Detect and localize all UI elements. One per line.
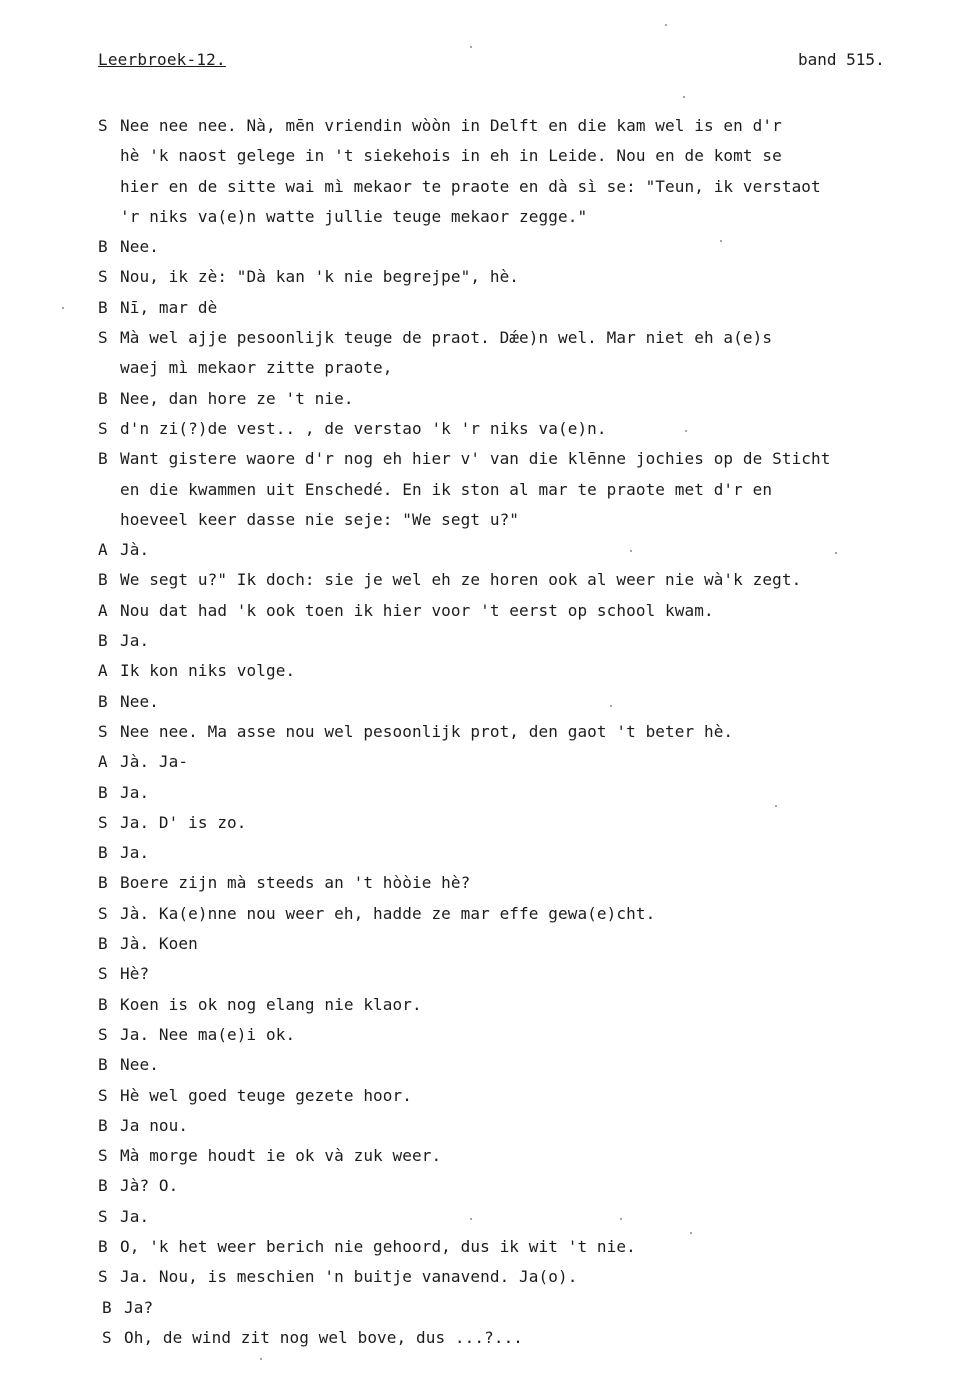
transcript-line	[98, 747, 898, 777]
transcript-line	[98, 959, 898, 989]
utterance-text: en die kwammen uit Enschedé. En ik ston al mar te praote met d'r en	[120, 479, 773, 499]
speaker-label: S	[98, 721, 108, 741]
utterance-text: We segt u?" Ik doch: sie je wel eh ze horen ook al weer nie wà'k zegt.	[120, 570, 802, 590]
transcript-line	[98, 1323, 898, 1353]
utterance-text: Boere zijn mà steeds an 't hòòie hè?	[120, 873, 471, 893]
transcript-line	[98, 687, 898, 717]
speaker-label: A	[98, 661, 108, 681]
transcript-line	[98, 414, 898, 444]
speaker-label: S	[98, 903, 108, 923]
utterance-text: Ik kon niks volge.	[120, 661, 296, 681]
transcript-line	[98, 384, 898, 414]
transcript-line	[98, 899, 898, 929]
speaker-label: B	[98, 691, 108, 711]
transcript-line	[98, 232, 898, 262]
utterance-text: Nī, mar dè	[120, 297, 218, 317]
speaker-label: B	[98, 570, 108, 590]
speaker-label: S	[98, 1085, 108, 1105]
paper-speck	[470, 1218, 472, 1220]
transcript-line	[98, 293, 898, 323]
speaker-label: B	[98, 1236, 108, 1256]
utterance-text: Nee nee nee. Nà, mēn vriendin wòòn in Delft en die kam wel is en d'r	[120, 116, 782, 135]
utterance-text: Ja.	[120, 631, 150, 651]
transcript-line	[98, 808, 898, 838]
transcript-line	[98, 1141, 898, 1171]
utterance-text: hoeveel keer dasse nie seje: "We segt u?"	[120, 509, 520, 529]
transcript-line	[98, 656, 898, 686]
utterance-text: Ja.	[120, 843, 150, 863]
utterance-text: Nee.	[120, 1055, 159, 1075]
speaker-label: B	[98, 1115, 108, 1135]
speaker-label: S	[98, 267, 108, 287]
speaker-label: S	[98, 1146, 108, 1166]
transcript-line	[98, 838, 898, 868]
paper-speck	[685, 430, 687, 432]
transcript-line	[98, 626, 898, 656]
transcript-line	[98, 475, 898, 505]
transcript-line	[98, 1081, 898, 1111]
speaker-label: B	[98, 994, 108, 1014]
speaker-label: S	[98, 328, 108, 348]
utterance-text: Mà wel ajje pesoonlijk teuge de praot. Dǽe)n wel. Mar niet eh a(e)s	[120, 328, 773, 348]
transcript-line	[98, 778, 898, 808]
speaker-label: B	[98, 1055, 108, 1075]
speaker-label: S	[98, 1206, 108, 1226]
transcript-body	[98, 111, 898, 1353]
speaker-label: S	[98, 418, 108, 438]
speaker-label: A	[98, 540, 108, 560]
speaker-label: B	[98, 782, 108, 802]
speaker-label: B	[98, 449, 108, 469]
transcript-line	[98, 868, 898, 898]
transcript-line	[98, 1171, 898, 1201]
utterance-text: Nou, ik zè: "Dà kan 'k nie begrejpe", hè.	[120, 267, 520, 287]
speaker-label: S	[98, 812, 108, 832]
paper-speck	[775, 805, 777, 807]
paper-speck	[62, 307, 64, 309]
transcript-line	[98, 444, 898, 474]
transcript-line	[98, 1111, 898, 1141]
paper-speck	[630, 550, 632, 552]
utterance-text: Nee, dan hore ze 't nie.	[120, 388, 354, 408]
utterance-text: Ja. Nou, is meschien 'n buitje vanavend. Ja(o).	[120, 1267, 578, 1287]
transcript-line	[98, 1050, 898, 1080]
transcript-line	[98, 1202, 898, 1232]
utterance-text: Ja nou.	[120, 1115, 189, 1135]
transcript-line	[98, 535, 898, 565]
transcript-line	[98, 596, 898, 626]
transcript-line	[98, 717, 898, 747]
utterance-text: Nee.	[120, 237, 159, 257]
speaker-label: B	[98, 1176, 108, 1196]
utterance-text: waej mì mekaor zitte praote,	[120, 358, 393, 378]
utterance-text: Ja.	[120, 1206, 150, 1226]
paper-speck	[665, 24, 667, 26]
speaker-label: A	[98, 752, 108, 772]
utterance-text: Ja?	[124, 1297, 154, 1317]
paper-speck	[720, 240, 722, 242]
speaker-label: B	[98, 843, 108, 863]
utterance-text: Nou dat had 'k ook toen ik hier voor 't eerst op school kwam.	[120, 600, 714, 620]
speaker-label: B	[98, 873, 108, 893]
paper-speck	[610, 705, 612, 707]
transcript-line	[98, 1293, 898, 1323]
transcript-line	[98, 141, 898, 171]
utterance-text: Oh, de wind zit nog wel bove, dus ...?...	[124, 1327, 524, 1347]
utterance-text: Jà? O.	[120, 1176, 179, 1196]
utterance-text: Mà morge houdt ie ok và zuk weer.	[120, 1146, 442, 1166]
speaker-label: A	[98, 600, 108, 620]
band-number: band 515.	[798, 50, 885, 69]
utterance-text: Nee nee. Ma asse nou wel pesoonlijk prot, den gaot 't beter hè.	[120, 721, 734, 741]
transcript-line	[98, 990, 898, 1020]
speaker-label: S	[98, 116, 108, 135]
transcript-line	[98, 565, 898, 595]
utterance-text: Jà. Ja-	[120, 752, 189, 772]
speaker-label: B	[98, 237, 108, 257]
transcript-line	[98, 262, 898, 292]
transcript-line	[98, 1262, 898, 1292]
transcript-line	[98, 505, 898, 535]
paper-speck	[620, 1218, 622, 1220]
utterance-text: O, 'k het weer berich nie gehoord, dus ik wit 't nie.	[120, 1236, 636, 1256]
utterance-text: Nee.	[120, 691, 159, 711]
utterance-text: Ja. D' is zo.	[120, 812, 247, 832]
speaker-label: S	[98, 1267, 108, 1287]
utterance-text: 'r niks va(e)n watte jullie teuge mekaor zegge."	[120, 206, 588, 226]
utterance-text: Want gistere waore d'r nog eh hier v' van die klēnne jochies op de Sticht	[120, 449, 831, 469]
speaker-label: B	[98, 388, 108, 408]
utterance-text: d'n zi(?)de vest.. , de verstao 'k 'r niks va(e)n.	[120, 418, 607, 438]
transcript-line	[98, 323, 898, 353]
utterance-text: hier en de sitte wai mì mekaor te praote en dà sì se: "Teun, ik verstaot	[120, 176, 821, 196]
transcript-line	[98, 111, 898, 141]
utterance-text: Jà. Koen	[120, 934, 198, 954]
document-title: Leerbroek-12.	[98, 50, 226, 69]
transcript-line	[98, 929, 898, 959]
speaker-label: S	[98, 964, 108, 984]
speaker-label: B	[98, 631, 108, 651]
speaker-label: B	[98, 297, 108, 317]
speaker-label: B	[98, 934, 108, 954]
paper-speck	[470, 46, 472, 48]
paper-speck	[683, 96, 685, 98]
utterance-text: hè 'k naost gelege in 't siekehois in eh in Leide. Nou en de komt se	[120, 146, 782, 166]
transcript-line	[98, 172, 898, 202]
utterance-text: Koen is ok nog elang nie klaor.	[120, 994, 422, 1014]
utterance-text: Hè wel goed teuge gezete hoor.	[120, 1085, 412, 1105]
paper-speck	[835, 552, 837, 554]
utterance-text: Hè?	[120, 964, 150, 984]
speaker-label: B	[102, 1297, 112, 1317]
transcript-line	[98, 1232, 898, 1262]
transcript-line	[98, 1020, 898, 1050]
speaker-label: S	[98, 1024, 108, 1044]
utterance-text: Jà. Ka(e)nne nou weer eh, hadde ze mar effe gewa(e)cht.	[120, 903, 656, 923]
transcript-line	[98, 353, 898, 383]
paper-speck	[690, 1232, 692, 1234]
utterance-text: Ja.	[120, 782, 150, 802]
paper-speck	[260, 1358, 262, 1360]
utterance-text: Ja. Nee ma(e)i ok.	[120, 1024, 296, 1044]
utterance-text: Jà.	[120, 540, 150, 560]
transcript-line	[98, 202, 898, 232]
speaker-label: S	[102, 1327, 112, 1347]
